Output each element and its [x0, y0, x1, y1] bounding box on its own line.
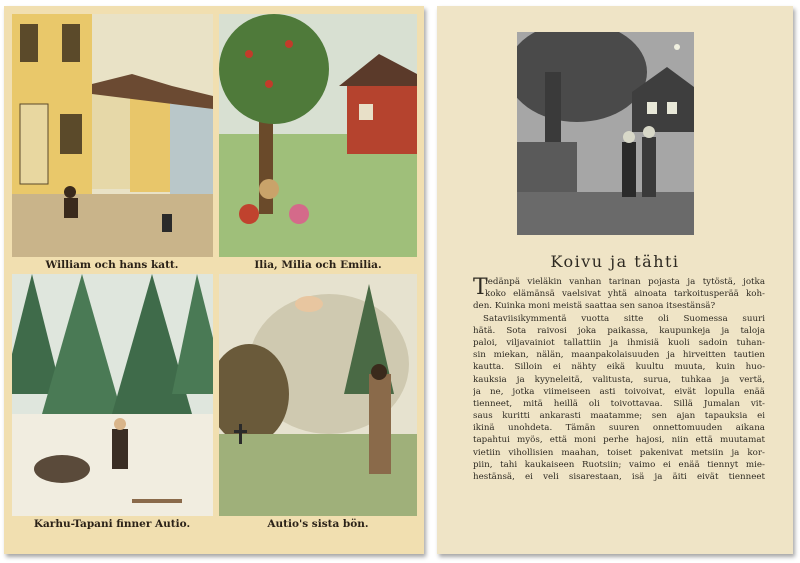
text-line: den. Kuinka moni meistä saattaa sen sanoa itsestänsä?: [473, 301, 716, 312]
illustration-winter-forest: [12, 274, 213, 516]
illustrated-plate-page: [4, 6, 424, 554]
text-line: vietiin vihollisien maahan, toiset pakenivat metsiin ja kor-: [473, 447, 765, 458]
drop-cap: T: [473, 275, 488, 300]
caption-ilia-milia-emilia: Ilia, Milia och Emilia.: [254, 259, 382, 271]
illustration-picnic-garden: [219, 14, 417, 257]
text-line: kauksia ja kyyneleitä, valitusta, surua, tuhkaa ja vertä,: [473, 374, 765, 385]
text-line: paloi, viljavainiot tallattiin ja ihmisiä kuoli sadoin tuhan-: [473, 337, 765, 348]
caption-autio-prayer: Autio's sista bön.: [267, 518, 369, 530]
text-line: hätä. Sota raivosi joka paikassa, kaupunkeja ja taloja: [473, 325, 765, 336]
text-line: saus kuritti ankarasti maatamme; sen ajan tapauksia ei: [473, 411, 765, 422]
illustration-william-street: [12, 14, 213, 257]
text-line: piin, tahi kaukaiseen Ruotsiin; vaimo ei enää tiennyt mie-: [473, 459, 765, 470]
text-line: hestänsä, ei veli sisarestaan, isä ja äiti eivät tienneet: [473, 472, 765, 482]
book-text-page: [437, 6, 793, 554]
text-line: ikinä unohdeta. Tämän suuren onnettomuuden aikana: [473, 423, 765, 434]
story-title: Koivu ja tähti: [550, 252, 680, 271]
text-line: sin miekan, nälän, maanpakolaisuuden ja hirveitten tautien: [473, 350, 765, 361]
illustration-autio-prayer: [219, 274, 417, 516]
engraving-illustration: [517, 32, 694, 235]
text-line: kautta. Silloin ei nähty eikä kuultu muuta, kuin huo-: [473, 362, 765, 373]
caption-karhu-tapani: Karhu-Tapani finner Autio.: [33, 518, 191, 530]
caption-william: William och hans katt.: [45, 259, 179, 271]
text-line: iedänpä vieläkin vanhan tarinan pojasta ja tytöstä, jotka: [485, 277, 765, 287]
text-line: Sataviisikymmentä vuotta sitte oli Suomessa suuri: [483, 313, 765, 324]
text-line: tapahtui myös, että moni perhe hajosi, niin että muutamat: [473, 435, 765, 446]
text-line: tienneet, mitä heillä oli toivottavaa. Sillä Jumalan vit-: [473, 398, 765, 409]
text-line: koko elämänsä vaelsivat yhtä ainoata tarkoitusperää koh-: [485, 289, 765, 300]
text-line: ja ne, jotka viimeiseen asti toivoivat, eivät lopulla enää: [473, 386, 765, 397]
story-text: [473, 276, 765, 483]
